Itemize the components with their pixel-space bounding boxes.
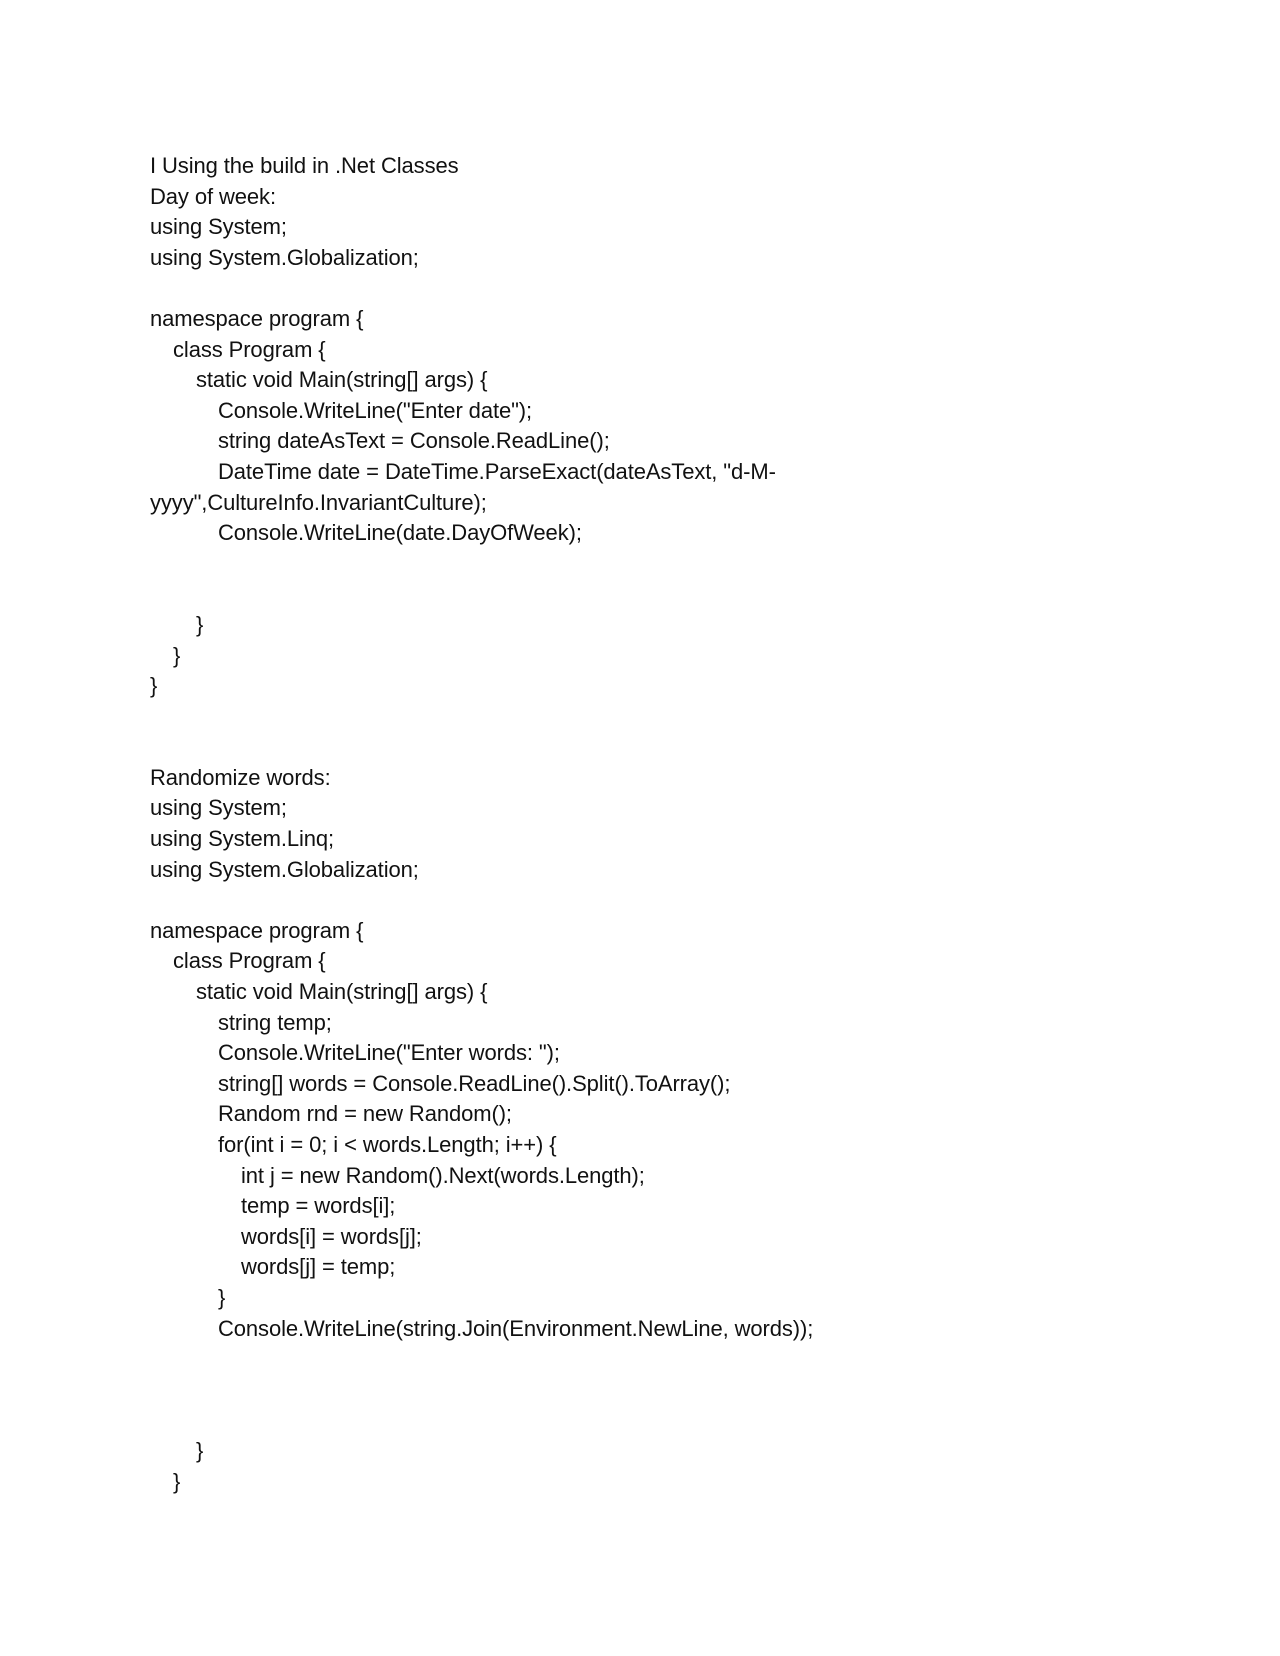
code-line: Console.WriteLine(string.Join(Environment.NewLine, words)); (218, 1315, 814, 1341)
blank-line (150, 1344, 1150, 1375)
code-line: using System.Globalization; (150, 244, 419, 270)
code-line: class Program { (173, 336, 326, 362)
code-line: for(int i = 0; i < words.Length; i++) { (218, 1132, 557, 1157)
code-line: } (173, 1468, 181, 1494)
blank-line (150, 1375, 1150, 1406)
code-line: words[i] = words[j]; (241, 1223, 422, 1249)
code-line: using System; (150, 795, 287, 821)
code-line: using System.Globalization; (150, 856, 419, 882)
code-line: } (196, 611, 204, 637)
code-line: string[] words = Console.ReadLine().Split().ToArray(); (218, 1070, 731, 1096)
blank-line (150, 885, 1150, 916)
code-line: DateTime date = DateTime.ParseExact(dateAsText, "d-M- (218, 458, 776, 484)
code-line: } (173, 642, 181, 668)
code-line: namespace program { (150, 917, 364, 943)
document-body (150, 151, 1150, 1497)
blank-line (150, 579, 1150, 610)
code-line: temp = words[i]; (241, 1193, 396, 1219)
code-line: class Program { (173, 948, 326, 974)
code-line: static void Main(string[] args) { (196, 979, 488, 1005)
code-line: static void Main(string[] args) { (196, 367, 488, 393)
blank-line (150, 273, 1150, 304)
code-line: string dateAsText = Console.ReadLine(); (218, 428, 610, 454)
section-title-randomize-words: Randomize words: (150, 764, 331, 790)
blank-line (150, 549, 1150, 580)
code-line: namespace program { (150, 305, 364, 331)
code-line: Console.WriteLine("Enter date"); (218, 397, 533, 423)
blank-line (150, 732, 1150, 763)
code-line: yyyy",CultureInfo.InvariantCulture); (150, 489, 487, 515)
code-line: Random rnd = new Random(); (218, 1101, 512, 1127)
code-line: Console.WriteLine(date.DayOfWeek); (218, 520, 582, 546)
code-line: } (218, 1284, 226, 1310)
blank-line (150, 1405, 1150, 1436)
section-title-day-of-week: Day of week: (150, 183, 276, 209)
code-line: Console.WriteLine("Enter words: "); (218, 1040, 560, 1066)
document-heading: I Using the build in .Net Classes (150, 153, 459, 178)
blank-line (150, 702, 1150, 733)
code-line: int j = new Random().Next(words.Length); (241, 1162, 645, 1188)
code-line: } (150, 673, 158, 699)
code-line: using System; (150, 214, 287, 240)
code-line: using System.Linq; (150, 826, 335, 852)
code-line: } (196, 1437, 204, 1463)
code-line: words[j] = temp; (241, 1254, 396, 1280)
code-line: string temp; (218, 1009, 332, 1035)
